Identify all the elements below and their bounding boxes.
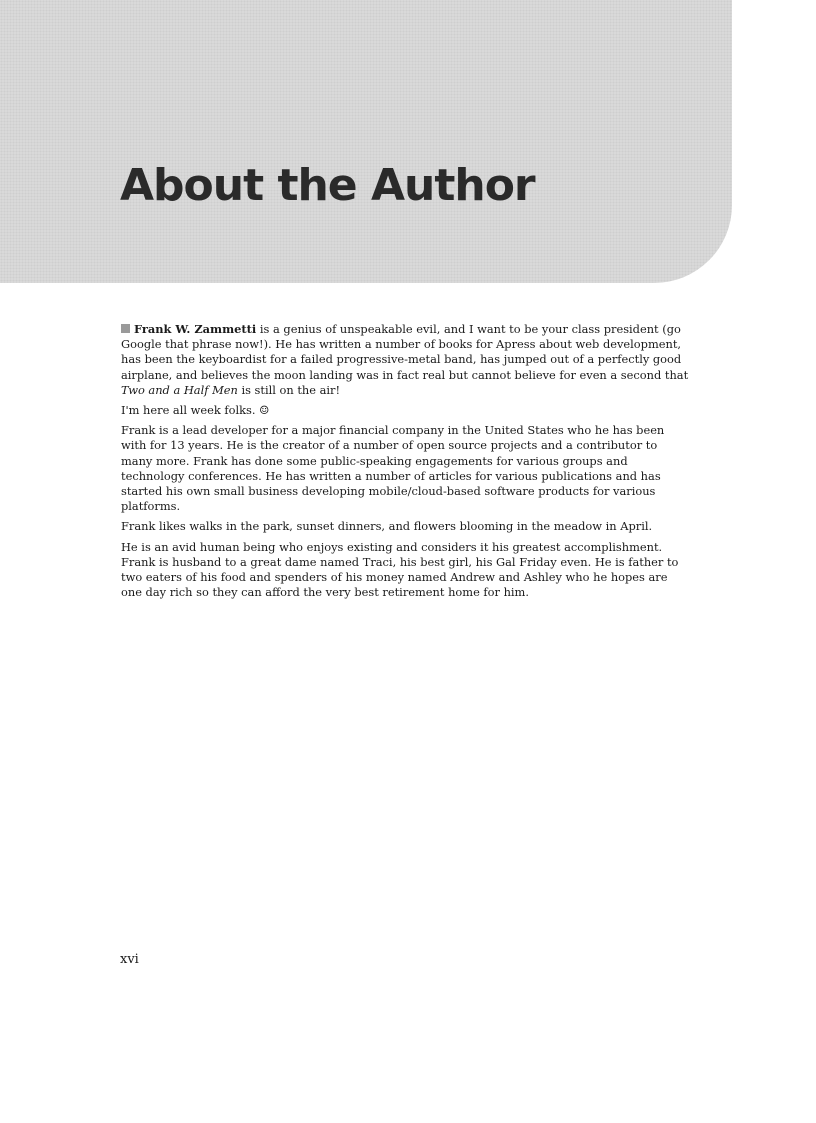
bio-paragraph-3: Frank is a lead developer for a major financial company in the United States who he has been with for 13 years. He is the creator of a number of open source projects and a contributor to many more. Frank has done some public-speaking engagements for various groups and technology conferences. He has written a number of articles for various publications and has started his own small business developing mobile/cloud-based software products for various platforms. (121, 423, 665, 514)
bio-paragraph-5: He is an avid human being who enjoys existing and considers it his greatest accomplishment. Frank is husband to a great dame named Traci, his best girl, his Gal Friday even. He is father to two eaters of his food and spenders of his money named Andrew and Ashley who he hopes are one day rich so they can afford the very best retirement home for him. (121, 539, 679, 600)
author-bio (121, 322, 691, 605)
author-name: Frank W. Zammetti (134, 322, 257, 336)
bio-paragraph-1-text: is a genius of unspeakable evil, and I want to be your class president (go Google that phrase now!). He has written a number of books for Apress about web development, has been the keyboardist for a failed progressive-metal band, has jumped out of a perfectly good airplane, and believes the moon landing was in fact real but cannot believe for even a second that (121, 322, 689, 382)
tv-show-title: Two and a Half Men (121, 382, 238, 397)
bio-paragraph-4: Frank likes walks in the park, sunset dinners, and flowers blooming in the meadow in April. (121, 519, 653, 534)
page-number: xvi (120, 952, 139, 967)
square-bullet-icon (121, 324, 130, 333)
bio-paragraph-2: I'm here all week folks. ☺ (121, 403, 270, 418)
bio-paragraph-1 (121, 322, 691, 398)
chapter-title: About the Author (120, 160, 535, 211)
chapter-header-band (0, 0, 732, 283)
bio-paragraph-1-end: is still on the air! (237, 382, 341, 397)
